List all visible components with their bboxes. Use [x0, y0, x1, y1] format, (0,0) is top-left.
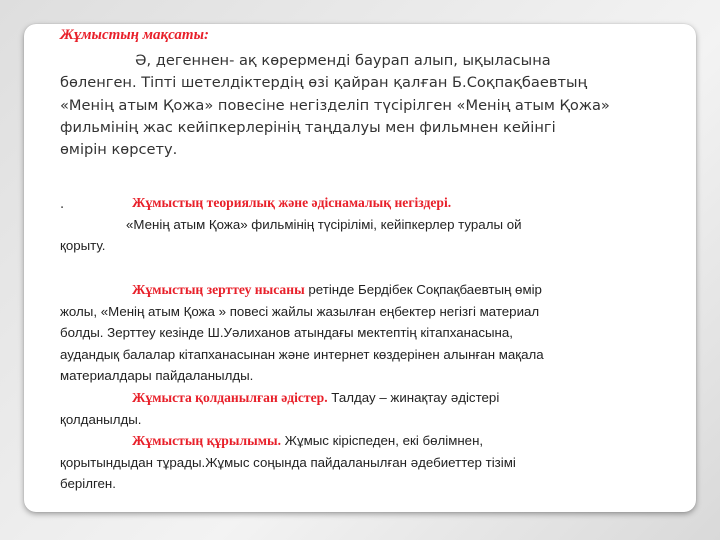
- methods-section: [60, 387, 685, 430]
- theory-heading-line: [60, 192, 685, 214]
- object-line: болды. Зерттеу кезінде Ш.Уәлиханов атындағы мектептің кітапханасына,: [60, 325, 513, 341]
- goal-line: өмірін көрсету.: [60, 141, 178, 159]
- goal-paragraph: [60, 50, 685, 161]
- object-section: [60, 279, 685, 387]
- theory-heading: Жұмыстың теориялық және әдіснамалық негіздері.: [132, 195, 452, 210]
- structure-line: қорытындыдан тұрады.Жұмыс соңында пайдаланылған әдебиеттер тізімі: [60, 454, 516, 470]
- structure-first-rest: Жұмыс кіріспеден, екі бөлімнен,: [280, 433, 484, 448]
- theory-line: «Менің атым Қожа» фильмінің түсірілімі, кейіпкерлер туралы ой: [126, 216, 522, 232]
- object-line: материалдары пайдаланылды.: [60, 368, 254, 384]
- methods-heading: Жұмыста қолданылған әдістер.: [132, 390, 328, 405]
- goal-line: Ә, дегеннен- ақ көрерменді баурап алып, ықыласына: [135, 52, 551, 69]
- object-line: аудандық балалар кітапханасынан және интернет көздерінен алынған мақала: [60, 346, 544, 362]
- separator-dot: .: [60, 197, 65, 212]
- object-first-line: [60, 279, 685, 301]
- methods-line: қолданылды.: [60, 411, 142, 427]
- object-first-rest: ретінде Бердібек Соқпақбаевтың өмір: [304, 282, 542, 297]
- goal-heading: Жұмыстың мақсаты:: [60, 27, 209, 43]
- theory-section: [60, 192, 685, 257]
- structure-line: берілген.: [60, 476, 116, 492]
- object-line: жолы, «Менің атым Қожа » повесі жайлы жазылған еңбектер негізгі материал: [60, 303, 540, 319]
- object-heading: Жұмыстың зерттеу нысаны: [132, 282, 305, 297]
- goal-line: бөленген. Тіпті шетелдіктердің өзі қайран қалған Б.Соқпақбаевтың: [60, 74, 588, 92]
- structure-first-line: [60, 430, 685, 452]
- structure-section: [60, 430, 685, 495]
- methods-first-rest: Талдау – жинақтау әдістері: [327, 390, 500, 405]
- theory-line: қорыту.: [60, 238, 106, 254]
- goal-line: фильмінің жас кейіпкерлерінің таңдалуы мен фильмнен кейінгі: [60, 118, 556, 136]
- goal-line: «Менің атым Қожа» повесіне негізделіп түсірілген «Менің атым Қожа»: [60, 96, 610, 114]
- structure-heading: Жұмыстың құрылымы.: [132, 433, 281, 448]
- methods-first-line: [60, 387, 685, 409]
